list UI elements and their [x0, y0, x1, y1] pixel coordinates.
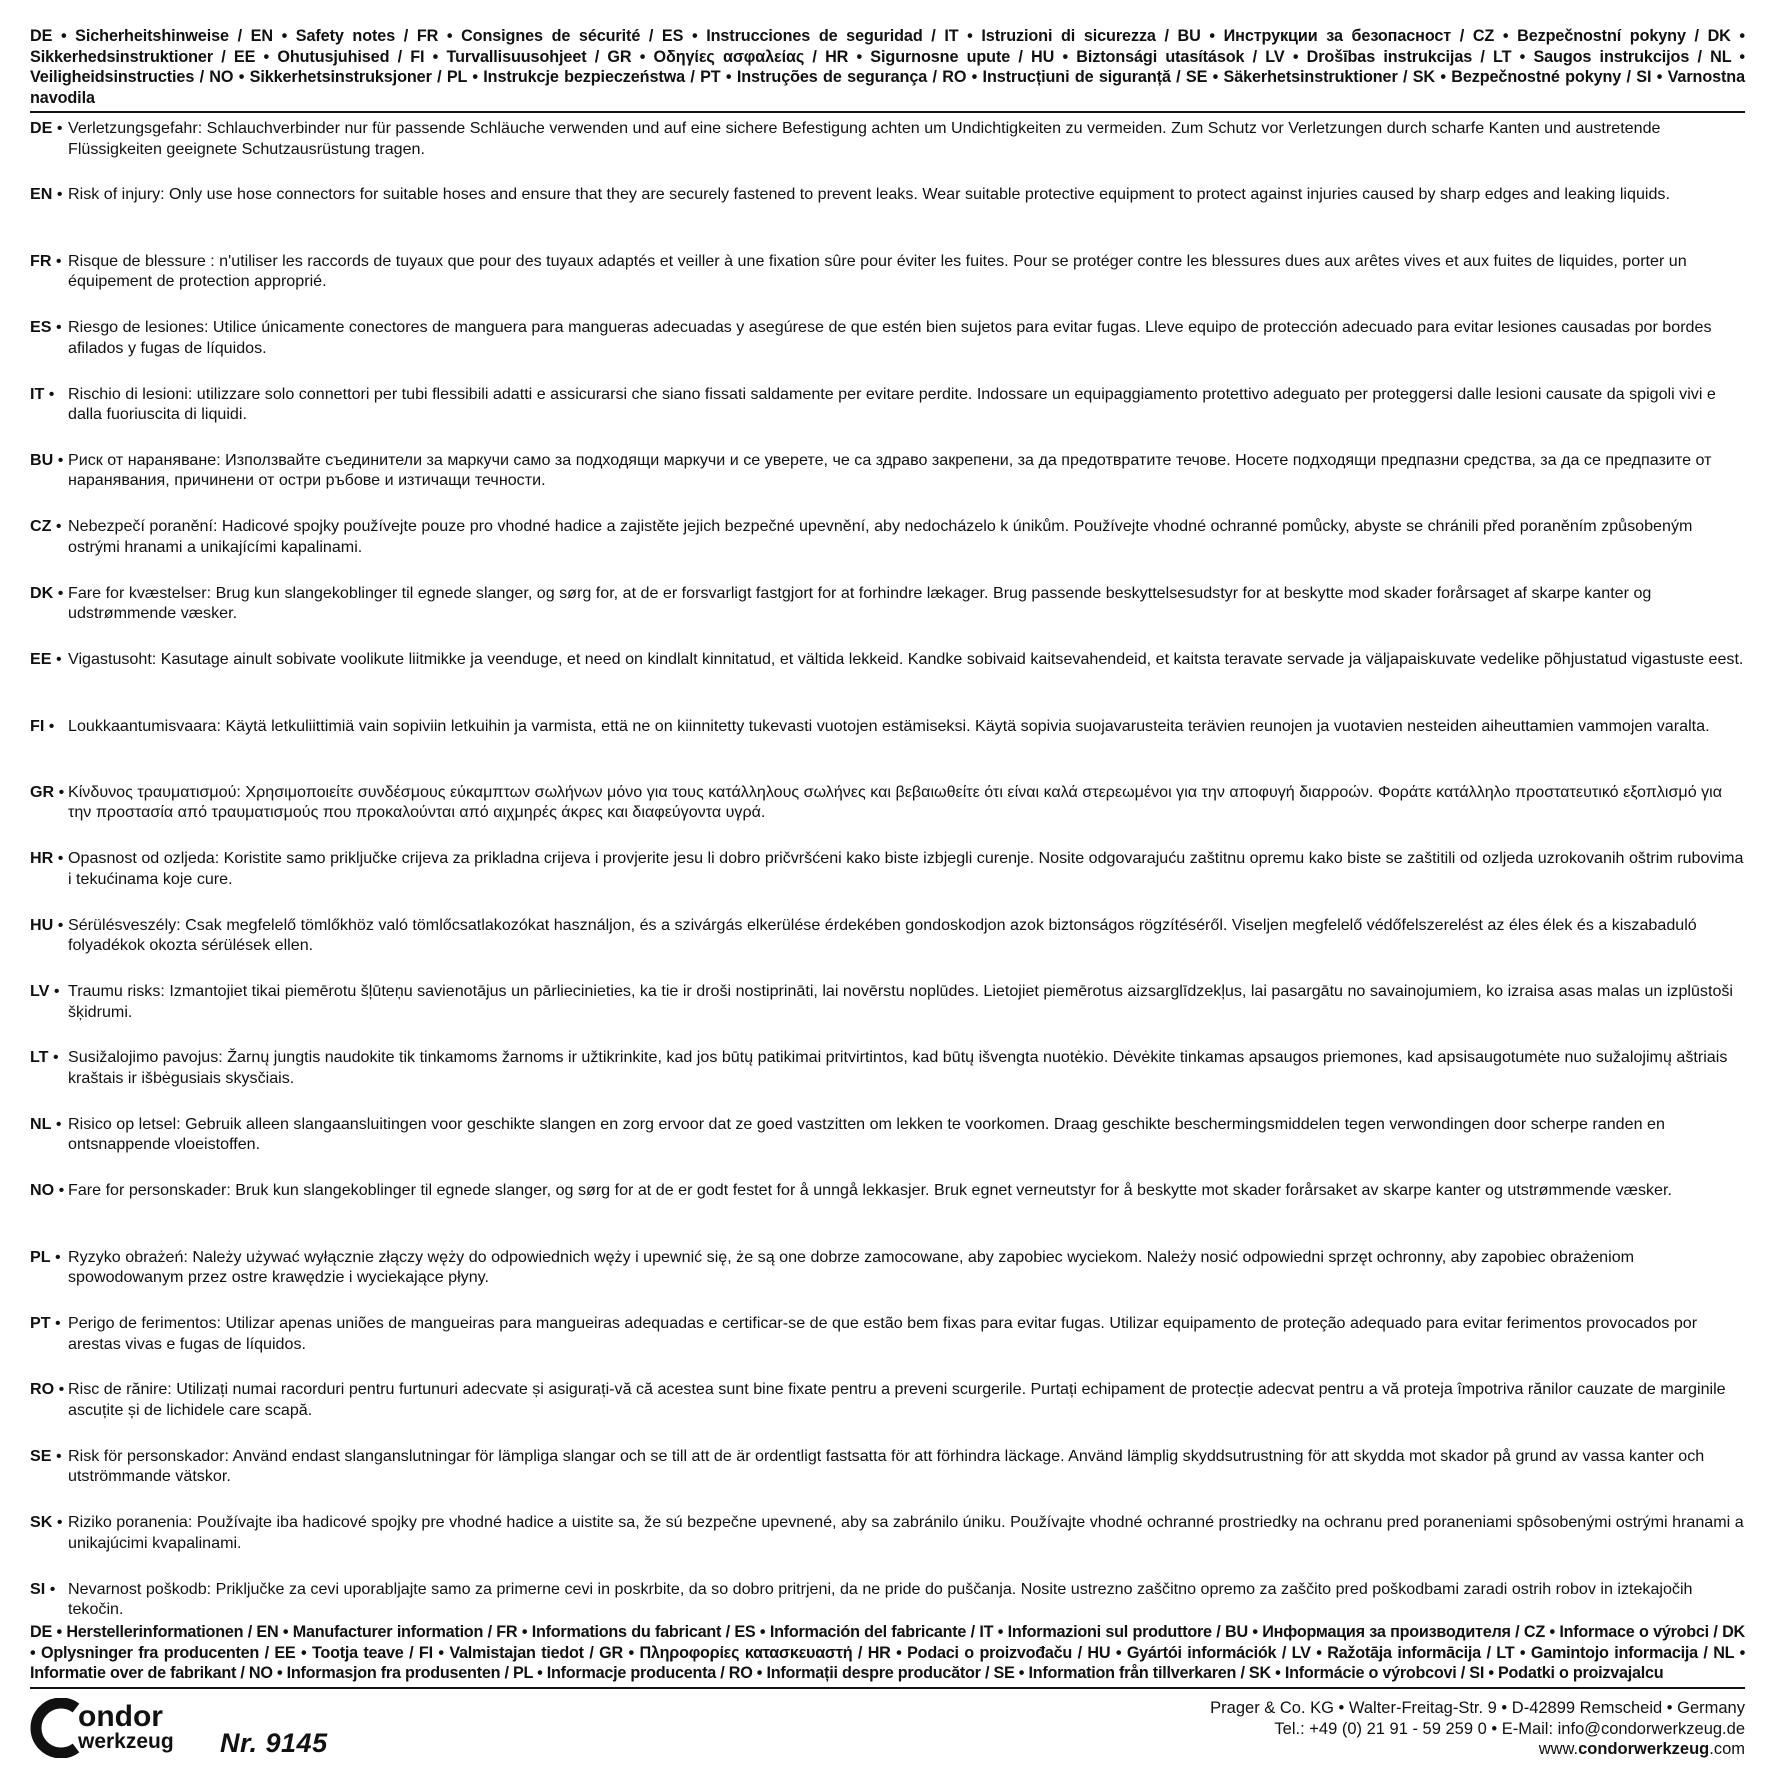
safety-note-text: Κίνδυνος τραυματισμού: Χρησιμοποιείτε συνδέσμους εύκαμπτων σωλήνων μόνο για τους κατάλληλους σωλήνες και βεβαιωθείτε ότι είναι καλά στερεωμένοι για την αποφυγή διαρροών. Φοράτε κατάλληλο προστατευτικό εξοπλισμό για την προστασία από τραυματισμούς που προκαλούνται από αιχμηρές άκρες και διαφεύγοντα υγρά. — [68, 782, 1723, 822]
language-code: PL • — [30, 1247, 61, 1266]
language-code-label: CZ — [30, 517, 52, 536]
safety-notes-heading: DE • Sicherheitshinweise / EN • Safety notes / FR • Consignes de sécurité / ES • Instrucciones de seguridad / IT • Istruzioni di sicurezza / BU • Инструкции за безопасност / CZ • Bezpečnostní pokyny / DK • Sikkerhedsinstruktioner / EE • Ohutusjuhised / FI • Turvallisuusohjeet / GR • Οδηγίες ασφαλείας / HR • Sigurnosne upute / HU • Biztonsági utasítások / LV • Drošības instrukcijas / LT • Saugos instrukcijos / NL • Veiligheidsinstructies / NO • Sikkerhetsinstruksjoner / PL • Instrukcje bezpieczeństwa / PT • Instruções de segurança / RO • Instrucțiuni de siguranță / SE • Säkerhetsinstruktioner / SK • Bezpečnostné pokyny / SI • Varnostna navodila — [30, 26, 1745, 113]
language-code-label: NL — [30, 1114, 52, 1133]
language-code: NO • — [30, 1181, 65, 1200]
language-code: EN • — [30, 185, 63, 204]
safety-note-it — [30, 384, 1745, 450]
safety-note-hr — [30, 848, 1745, 914]
safety-note-nl — [30, 1114, 1745, 1180]
language-code-label: LT — [30, 1048, 49, 1067]
website-link[interactable] — [1210, 1739, 1745, 1760]
language-code: BU • — [30, 450, 64, 469]
language-code-label: BU — [30, 450, 54, 469]
safety-note-sk — [30, 1512, 1745, 1578]
safety-note-dk — [30, 583, 1745, 649]
footer — [30, 1698, 1745, 1758]
safety-note-de — [30, 118, 1745, 184]
safety-note-text: Susižalojimo pavojus: Žarnų jungtis naudokite tik tinkamoms žarnoms ir užtikrinkite, kad jos būtų patikimai pritvirtintos, kad būtų išvengta nuotėkio. Dėvėkite tinkamas apsaugos priemones, kad apsisaugotumėte nuo sužalojimų aštriais kraštais ir išbėgusiais skysčiais. — [68, 1048, 1728, 1087]
safety-note-bu — [30, 450, 1745, 516]
safety-note-hu — [30, 915, 1745, 981]
language-code: LV • — [30, 982, 60, 1001]
language-code-label: FR — [30, 251, 52, 270]
product-number: Nr. 9145 — [220, 1728, 328, 1758]
language-code-label: ES — [30, 318, 52, 337]
safety-note-text: Loukkaantumisvaara: Käytä letkuliittimiä vain sopiviin letkuihin ja varmista, että ne on kiinnitetty tukevasti vuotojen estämiseksi. Käytä sopivia suojavarusteita terävien reunojen ja vuotavien nesteiden aiheuttamien vammojen varalta. — [68, 716, 1710, 735]
safety-note-text: Riziko poranenia: Používajte iba hadicové spojky pre vhodné hadice a uistite sa, že sú bezpečne upevnené, aby sa zabránilo úniku. Používajte vhodné ochranné prostriedky na ochranu pred poraneniami spôsobenými ostrými hranami a unikajúcimi kvapalinami. — [68, 1513, 1744, 1552]
safety-note-text: Risico op letsel: Gebruik alleen slangaansluitingen voor geschikte slangen en zorg ervoor dat ze goed vastzitten om lekken te voorkomen. Draag geschikte beschermingsmiddelen tegen verwondingen door scherpe randen en ontsnappende vloeistoffen. — [68, 1114, 1665, 1154]
condor-logo-mark — [30, 1698, 200, 1758]
safety-note-cz — [30, 516, 1745, 582]
language-code-label: PL — [30, 1247, 51, 1266]
safety-note-en — [30, 184, 1745, 250]
language-code-label: EE — [30, 650, 52, 669]
language-code: SI • — [30, 1579, 56, 1598]
safety-note-lt — [30, 1047, 1745, 1113]
safety-note-text: Ryzyko obrażeń: Należy używać wyłącznie złączy węży do odpowiednich węży i upewnić się, że są one dobrze zamocowane, aby zapobiec wyciekom. Należy nosić odpowiedni sprzęt ochronny, aby zapobiec obrażeniom spowodowanym przez ostre krawędzie i wyciekające płyny. — [68, 1247, 1635, 1287]
safety-note-text: Risk för personskador: Använd endast slanganslutningar för lämpliga slangar och se till att de är ordentligt fastsatta för att förhindra läckage. Använd lämplig skyddsutrustning för att skydda mot skador på grund av vassa kanter och utströmmande vätskor. — [68, 1446, 1705, 1486]
safety-note-pl — [30, 1247, 1745, 1313]
logo-name: ondor — [78, 1700, 163, 1733]
language-code-label: SE — [30, 1446, 52, 1465]
language-code-label: SI — [30, 1579, 46, 1598]
language-code: SE • — [30, 1446, 62, 1465]
document-page — [30, 26, 1745, 1645]
language-code: EE • — [30, 650, 62, 669]
safety-note-no — [30, 1180, 1745, 1246]
safety-note-gr — [30, 782, 1745, 848]
language-code-label: LV — [30, 982, 50, 1001]
logo-subtitle: werkzeug — [78, 1730, 174, 1753]
language-code: FR • — [30, 251, 62, 270]
language-code-label: NO — [30, 1181, 55, 1200]
safety-note-text: Nevarnost poškodb: Priključke za cevi uporabljajte samo za primerne cevi in poskrbite, da so dobro pritrjeni, da ne pride do puščanja. Nosite ustrezno zaščitno opremo za zaščito pred poškodbami zaradi ostrih robov in iztekajočih tekočin. — [68, 1579, 1693, 1619]
safety-note-ee — [30, 649, 1745, 715]
language-code: HU • — [30, 915, 64, 934]
safety-note-text: Rischio di lesioni: utilizzare solo connettori per tubi flessibili adatti e assicurarsi che siano fissati saldamente per evitare perdite. Indossare un equipaggiamento protettivo adeguato per proteggersi dalle lesioni causate da spigoli vivi e dalla fuoriuscita di liquidi. — [68, 384, 1716, 424]
safety-note-text: Sérülésveszély: Csak megfelelő tömlőkhöz való tömlőcsatlakozókat használjon, és a szivárgás elkerülése érdekében gondoskodjon azok biztonságos rögzítéséről. Viseljen megfelelő védőfelszerelést az éles élek és a kiszabaduló folyadékok okozta sérülések ellen. — [68, 915, 1697, 955]
language-code: RO • — [30, 1380, 65, 1399]
safety-note-text: Perigo de ferimentos: Utilizar apenas uniões de mangueiras para mangueiras adequadas e certificar-se de que estão bem fixas para evitar fugas. Utilizar equipamento de proteção adequado para evitar ferimentos provocados por arestas vivas e fugas de líquidos. — [68, 1314, 1698, 1353]
language-code-label: RO — [30, 1380, 55, 1399]
language-code-label: SK — [30, 1513, 53, 1532]
language-code-label: IT — [30, 384, 45, 403]
language-code-label: GR — [30, 782, 55, 801]
safety-note-ro — [30, 1379, 1745, 1445]
safety-note-text: Fare for kvæstelser: Brug kun slangekoblinger til egnede slanger, og sørg for, at de er forsvarligt fastgjort for at forhindre lækager. Brug passende beskyttelsesudstyr for at beskytte mod skader forårsaget af skarpe kanter og udstrømmende væsker. — [68, 583, 1652, 623]
safety-note-fr — [30, 251, 1745, 317]
safety-note-fi — [30, 716, 1745, 782]
manufacturer-address — [1210, 1698, 1745, 1760]
safety-note-text: Opasnost od ozljeda: Koristite samo priključke crijeva za prikladna crijeva i provjerite jesu li dobro pričvršćeni kako biste izbjegli curenje. Nosite odgovarajuću zaštitnu opremu kako biste se zaštitili od ozljeda uzrokovanih oštrim rubovima i tekućinama koje cure. — [68, 849, 1744, 888]
condor-logo — [30, 1698, 200, 1758]
language-code-label: EN — [30, 185, 53, 204]
safety-notes-list — [30, 118, 1745, 1645]
language-code: DK • — [30, 583, 64, 602]
language-code: DE • — [30, 119, 63, 137]
safety-note-pt — [30, 1313, 1745, 1379]
language-code-label: HR — [30, 849, 54, 868]
language-code: NL • — [30, 1114, 62, 1133]
language-code: FI • — [30, 716, 55, 735]
safety-note-text: Verletzungsgefahr: Schlauchverbinder nur für passende Schläuche verwenden und auf eine sichere Befestigung achten um Undichtigkeiten zu vermeiden. Zum Schutz vor Verletzungen durch scharfe Kanten und austretende Flüssigkeiten geeignete Schutzausrüstung tragen. — [68, 119, 1661, 158]
safety-note-text: Risk of injury: Only use hose connectors for suitable hoses and ensure that they are securely fastened to prevent leaks. Wear suitable protective equipment to protect against injuries caused by sharp edges and leaking liquids. — [68, 185, 1670, 204]
safety-note-text: Риск от нараняване: Използвайте съединители за маркучи само за подходящи маркучи и се уверете, че са здраво закрепени, за да предотвратите течове. Носете подходящи предпазни средства, за да се предпазите от наранявания, причинени от остри ръбове и изтичащи течности. — [68, 450, 1712, 490]
safety-note-text: Riesgo de lesiones: Utilice únicamente conectores de manguera para mangueras adecuadas y asegúrese de que estén bien sujetos para evitar fugas. Lleve equipo de protección adecuado para evitar lesiones causadas por bordes afilados y fugas de líquidos. — [68, 318, 1712, 357]
language-code: GR • — [30, 782, 65, 801]
language-code: IT • — [30, 384, 55, 403]
website-prefix: www. — [1538, 1740, 1579, 1758]
language-code: HR • — [30, 849, 64, 868]
safety-note-text: Risque de blessure : n'utiliser les raccords de tuyaux que pour des tuyaux adaptés et veiller à une fixation sûre pour éviter les fuites. Pour se protéger contre les blessures dues aux arêtes vives et aux fuites de liquides, porter un équipement de protection approprié. — [68, 251, 1687, 291]
language-code-label: HU — [30, 915, 54, 934]
safety-note-lv — [30, 981, 1745, 1047]
address-line: Prager & Co. KG • Walter-Freitag-Str. 9 • D-42899 Remscheid • Germany — [1210, 1699, 1745, 1717]
safety-note-text: Fare for personskader: Bruk kun slangekoblinger til egnede slanger, og sørg for at de er godt festet for å unngå lekkasjer. Bruk egnet verneutstyr for å beskytte mot skader forårsaket av skarpe kanter og utstrømmende væsker. — [68, 1181, 1672, 1200]
language-code: ES • — [30, 318, 62, 337]
language-code-label: DE — [30, 119, 53, 137]
safety-note-text: Risc de rănire: Utilizați numai racorduri pentru furtunuri adecvate și asigurați-vă că acestea sunt bine fixate pentru a preveni scurgerile. Purtați echipament de protecție adecvat pentru a vă proteja împotriva rănilor cauzate de marginile ascuțite și de lichidele care scapă. — [68, 1380, 1726, 1419]
language-code: CZ • — [30, 517, 62, 536]
language-code: LT • — [30, 1048, 59, 1067]
language-code-label: FI — [30, 716, 45, 735]
website-domain: condorwerkzeug — [1578, 1740, 1710, 1758]
contact-line: Tel.: +49 (0) 21 91 - 59 259 0 • E-Mail: info@condorwerkzeug.de — [1274, 1719, 1745, 1738]
safety-note-text: Nebezpečí poranění: Hadicové spojky používejte pouze pro vhodné hadice a zajistěte jejich bezpečné upevnění, aby nedocházelo k únikům. Používejte vhodné ochranné pomůcky, abyste se chránili před poraněním způsobeným ostrými hranami a unikajícími kapalinami. — [68, 517, 1693, 556]
language-code: PT • — [30, 1314, 61, 1333]
website-suffix: .com — [1709, 1740, 1745, 1758]
safety-note-se — [30, 1446, 1745, 1512]
language-code-label: DK — [30, 583, 54, 602]
manufacturer-info-heading: DE • Herstellerinformationen / EN • Manufacturer information / FR • Informations du fabricant / ES • Información del fabricante / IT • Informazioni sul produttore / BU • Информация за производителя / CZ • Informace o výrobci / DK • Oplysninger fra producenten / EE • Tootja teave / FI • Valmistajan tiedot / GR • Πληροφορίες κατασκευαστή / HR • Podaci o proizvođaču / HU • Gyártói információk / LV • Ražotāja informācija / LT • Gamintojo informacija / NL • Informatie over de fabrikant / NO • Informasjon fra produsenten / PL • Informacje producenta / RO • Informații despre producător / SE • Information från tillverkaren / SK • Informácie o výrobcovi / SI • Podatki o proizvajalcu — [30, 1622, 1745, 1689]
safety-note-es — [30, 317, 1745, 383]
safety-note-text: Vigastusoht: Kasutage ainult sobivate voolikute liitmikke ja veenduge, et need on kindlalt kinnitatud, et vältida lekkeid. Kandke sobivaid kaitsevahendeid, et kaitsta teravate servade ja väljapaiskuvate vedelike põhjustatud vigastuste eest. — [68, 650, 1744, 669]
language-code: SK • — [30, 1513, 63, 1532]
language-code-label: PT — [30, 1314, 51, 1333]
safety-note-text: Traumu risks: Izmantojiet tikai piemērotu šļūteņu savienotājus un pārliecinieties, ka tie ir droši nostiprināti, lai novērstu noplūdes. Lietojiet piemērotus aizsarglīdzekļus, lai pasargātu no savainojumiem, ko izraisa asas malas un izplūstoši šķidrumi. — [68, 982, 1734, 1021]
